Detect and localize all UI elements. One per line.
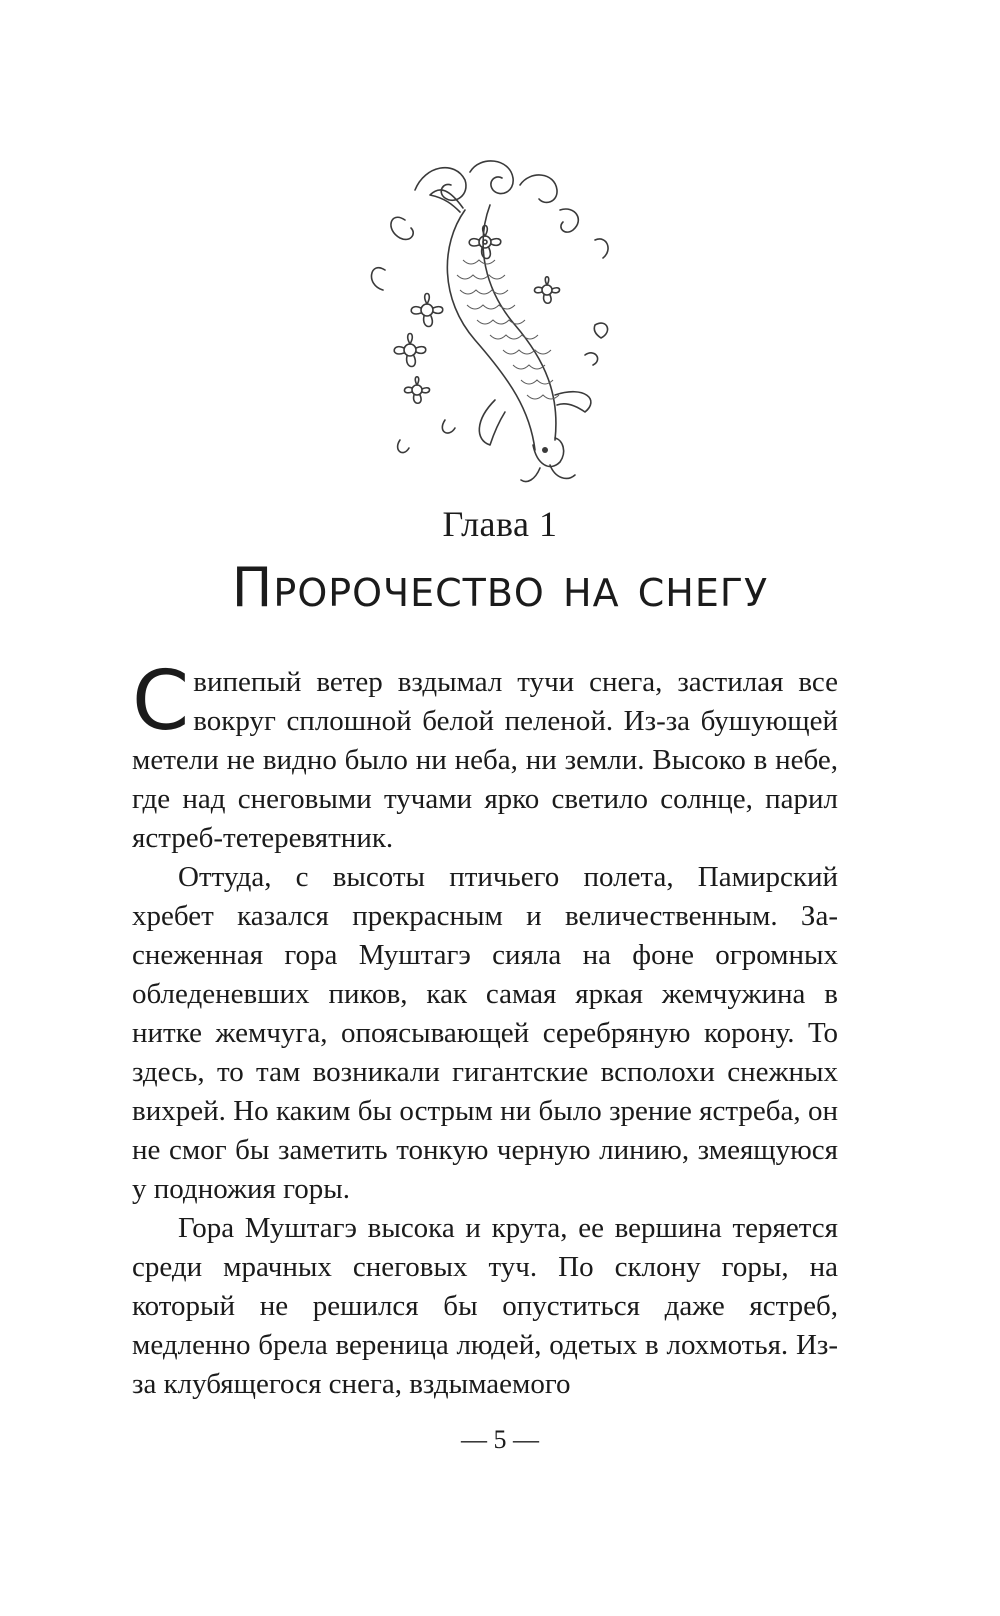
chapter-number: Глава 1 bbox=[442, 504, 558, 544]
drop-cap: С bbox=[132, 654, 190, 749]
chapter-body bbox=[132, 654, 838, 1404]
chapter-title: Пророчество на снегу bbox=[231, 556, 769, 619]
koi-fish-illustration-icon bbox=[345, 150, 645, 490]
paragraph-1-text: випепый ветер вздымал тучи снега, застилая все вокруг сплошной белой пеленой. Из-за бушующей метели не видно было ни неба, ни земли. Высоко в небе, где над снеговыми тучами ярко светило солнце, парил ястреб-тетеревятник. bbox=[132, 666, 838, 854]
page-number: — 5 — bbox=[461, 1425, 539, 1454]
paragraph-2: Оттуда, с высоты птичьего полета, Памирский хребет казался прекрасным и величественным. Заснеженная гора Муштагэ сияла на фоне огромных обледеневших пиков, как самая яркая жемчужина в нитке жемчуга, опоясывающей серебряную корону. То здесь, то там возникали гигантские всполохи снежных вихрей. Но каким бы острым ни было зрение ястреба, он не смог бы заметить тонкую черную линию, змеящуюся у подножия горы. bbox=[132, 861, 838, 1205]
paragraph-1 bbox=[132, 654, 838, 858]
paragraph-3: Гора Муштагэ высока и крута, ее вершина теряется среди мрачных снеговых туч. По склону горы, на который не решился бы опуститься даже ястреб, медленно брела вереница людей, одетых в лохмотья. Из-за клубящегося снега, вздымаемого bbox=[132, 1212, 838, 1400]
